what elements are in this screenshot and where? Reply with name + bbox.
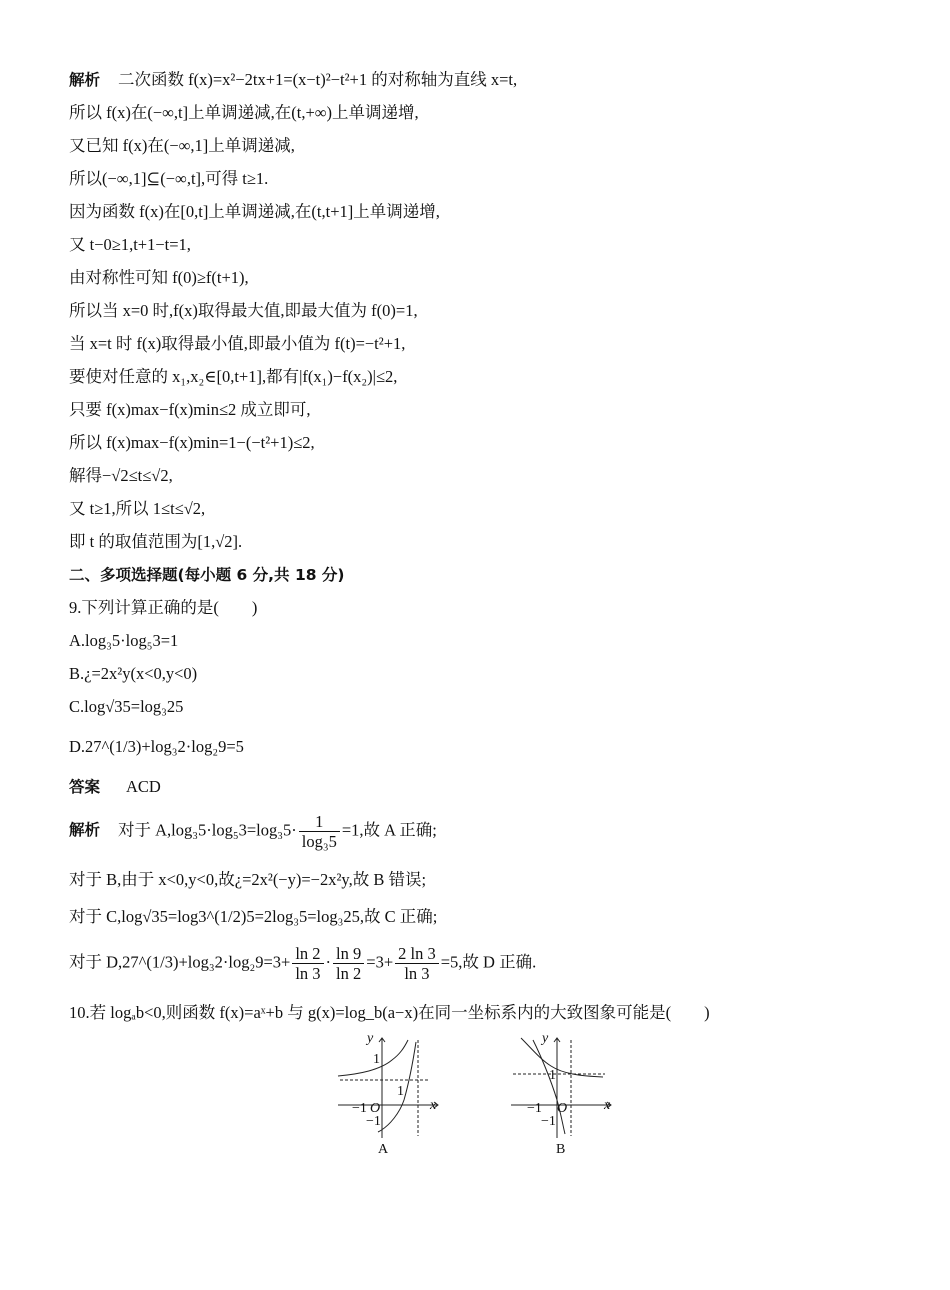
q9-analysis-b: 对于 B,由于 x<0,y<0,故¿=2x²(−y)=−2x²y,故 B 错误;	[69, 870, 427, 889]
q9-option-a: A.log₃5·log₅3=1	[69, 631, 179, 650]
q9-answer: ACD	[126, 777, 161, 796]
analysis-line-8: 所以当 x=0 时,f(x)取得最大值,即最大值为 f(0)=1,	[69, 301, 418, 320]
analysis-line-14: 又 t≥1,所以 1≤t≤√2,	[69, 499, 206, 518]
analysis-line-2: 所以 f(x)在(−∞,t]上单调递减,在(t,+∞)上单调递增,	[69, 103, 419, 122]
graph-a	[330, 1030, 450, 1162]
graph-b-y-label: y	[542, 1031, 549, 1046]
q9-d-fraction-2: $\frac{\ln 9}{\ln 2}$	[333, 944, 364, 983]
q9-option-d: D.27^(1/3)+log₃2·log₂9=5	[69, 737, 244, 756]
q9-a-fraction: $\frac{1}{\text{log₃5}}$	[299, 812, 340, 851]
q9-stem: 9.下列计算正确的是( )	[69, 598, 258, 617]
graph-b-origin: O	[557, 1101, 568, 1116]
analysis-line-13: 解得−√2≤t≤√2,	[69, 466, 173, 485]
q9-option-c: C.log√35=log₃25	[69, 697, 184, 716]
graph-a-caption: A	[378, 1142, 389, 1157]
q9-answer-line	[69, 777, 161, 797]
graph-a-one-x: 1	[397, 1084, 404, 1099]
analysis-line-9: 当 x=t 时 f(x)取得最小值,即最小值为 f(t)=−t²+1,	[69, 334, 406, 353]
graph-a-x-label: x	[430, 1098, 437, 1113]
analysis-line-3: 又已知 f(x)在(−∞,1]上单调递减,	[69, 136, 295, 155]
analysis-line-15: 即 t 的取值范围为[1,√2].	[69, 532, 243, 551]
analysis-line-6: 又 t−0≥1,t+1−t=1,	[69, 235, 191, 254]
graph-a-origin: O	[370, 1101, 381, 1116]
q9-analysis-c: 对于 C,log√35=log3^(1/2)5=2log₃5=log₃25,故 C 正确;	[69, 907, 438, 926]
q9-option-b: B.¿=2x²y(x<0,y<0)	[69, 664, 198, 683]
analysis-line-7: 由对称性可知 f(0)≥f(t+1),	[69, 268, 249, 287]
graph-b-caption: B	[556, 1142, 566, 1157]
analysis-line-10: 要使对任意的 x₁,x₂∈[0,t+1],都有|f(x₁)−f(x₂)|≤2,	[69, 367, 398, 386]
q9-d-fraction-1: $\frac{\ln 2}{\ln 3}$	[292, 944, 323, 983]
q10-stem: 10.若 logₐb<0,则函数 f(x)=aˣ+b 与 g(x)=log_b(a−x)在同一坐标系内的大致图象可能是( )	[69, 1003, 710, 1022]
graph-a-y-label: y	[367, 1031, 374, 1046]
graph-a-one-y: 1	[373, 1052, 380, 1067]
q9-d-fraction-3: $\frac{2 \ln 3}{\ln 3}$	[395, 944, 439, 983]
analysis-line-12: 所以 f(x)max−f(x)min=1−(−t²+1)≤2,	[69, 433, 315, 452]
graph-b-neg-one-y: −1	[541, 1114, 556, 1129]
analysis-line-11: 只要 f(x)max−f(x)min≤2 成立即可,	[69, 400, 311, 419]
q9-analysis-a: 解析 对于 A,log₃5·log₅3=log₃5· $\frac{1}{\text{log₃5}}$ =1,故 A 正确;	[69, 812, 437, 851]
graph-b-x-label: x	[604, 1098, 611, 1113]
graph-b-exp-curve	[521, 1038, 603, 1077]
analysis-line-5: 因为函数 f(x)在[0,t]上单调递减,在(t,t+1]上单调递增,	[69, 202, 440, 221]
section-title: 二、多项选择题(每小题 6 分,共 18 分)	[69, 566, 345, 584]
analysis-label: 解析	[69, 71, 101, 89]
graph-a-neg-one-y: −1	[366, 1114, 381, 1129]
graph-b-one-y: 1	[549, 1068, 556, 1083]
analysis-line-4: 所以(−∞,1]⊆(−∞,t],可得 t≥1.	[69, 169, 269, 188]
graph-b-neg-one-x: −1	[527, 1101, 542, 1116]
graph-a-neg-one-x: −1	[352, 1101, 367, 1116]
q9-analysis-label: 解析	[69, 821, 101, 840]
q9-analysis-d: 对于 D,27^(1/3)+log₃2·log₂9=3+ $\frac{\ln 2}{\ln 3}$ · $\frac{\ln 9}{\ln 2}$ =3+ $\frac{2 \ln 3}{\ln 3}$ =5,故 D 正确.	[69, 944, 537, 983]
analysis-line-1: 解析 二次函数 f(x)=x²−2tx+1=(x−t)²−t²+1 的对称轴为直线 x=t,	[69, 70, 518, 89]
answer-label: 答案	[69, 778, 101, 796]
